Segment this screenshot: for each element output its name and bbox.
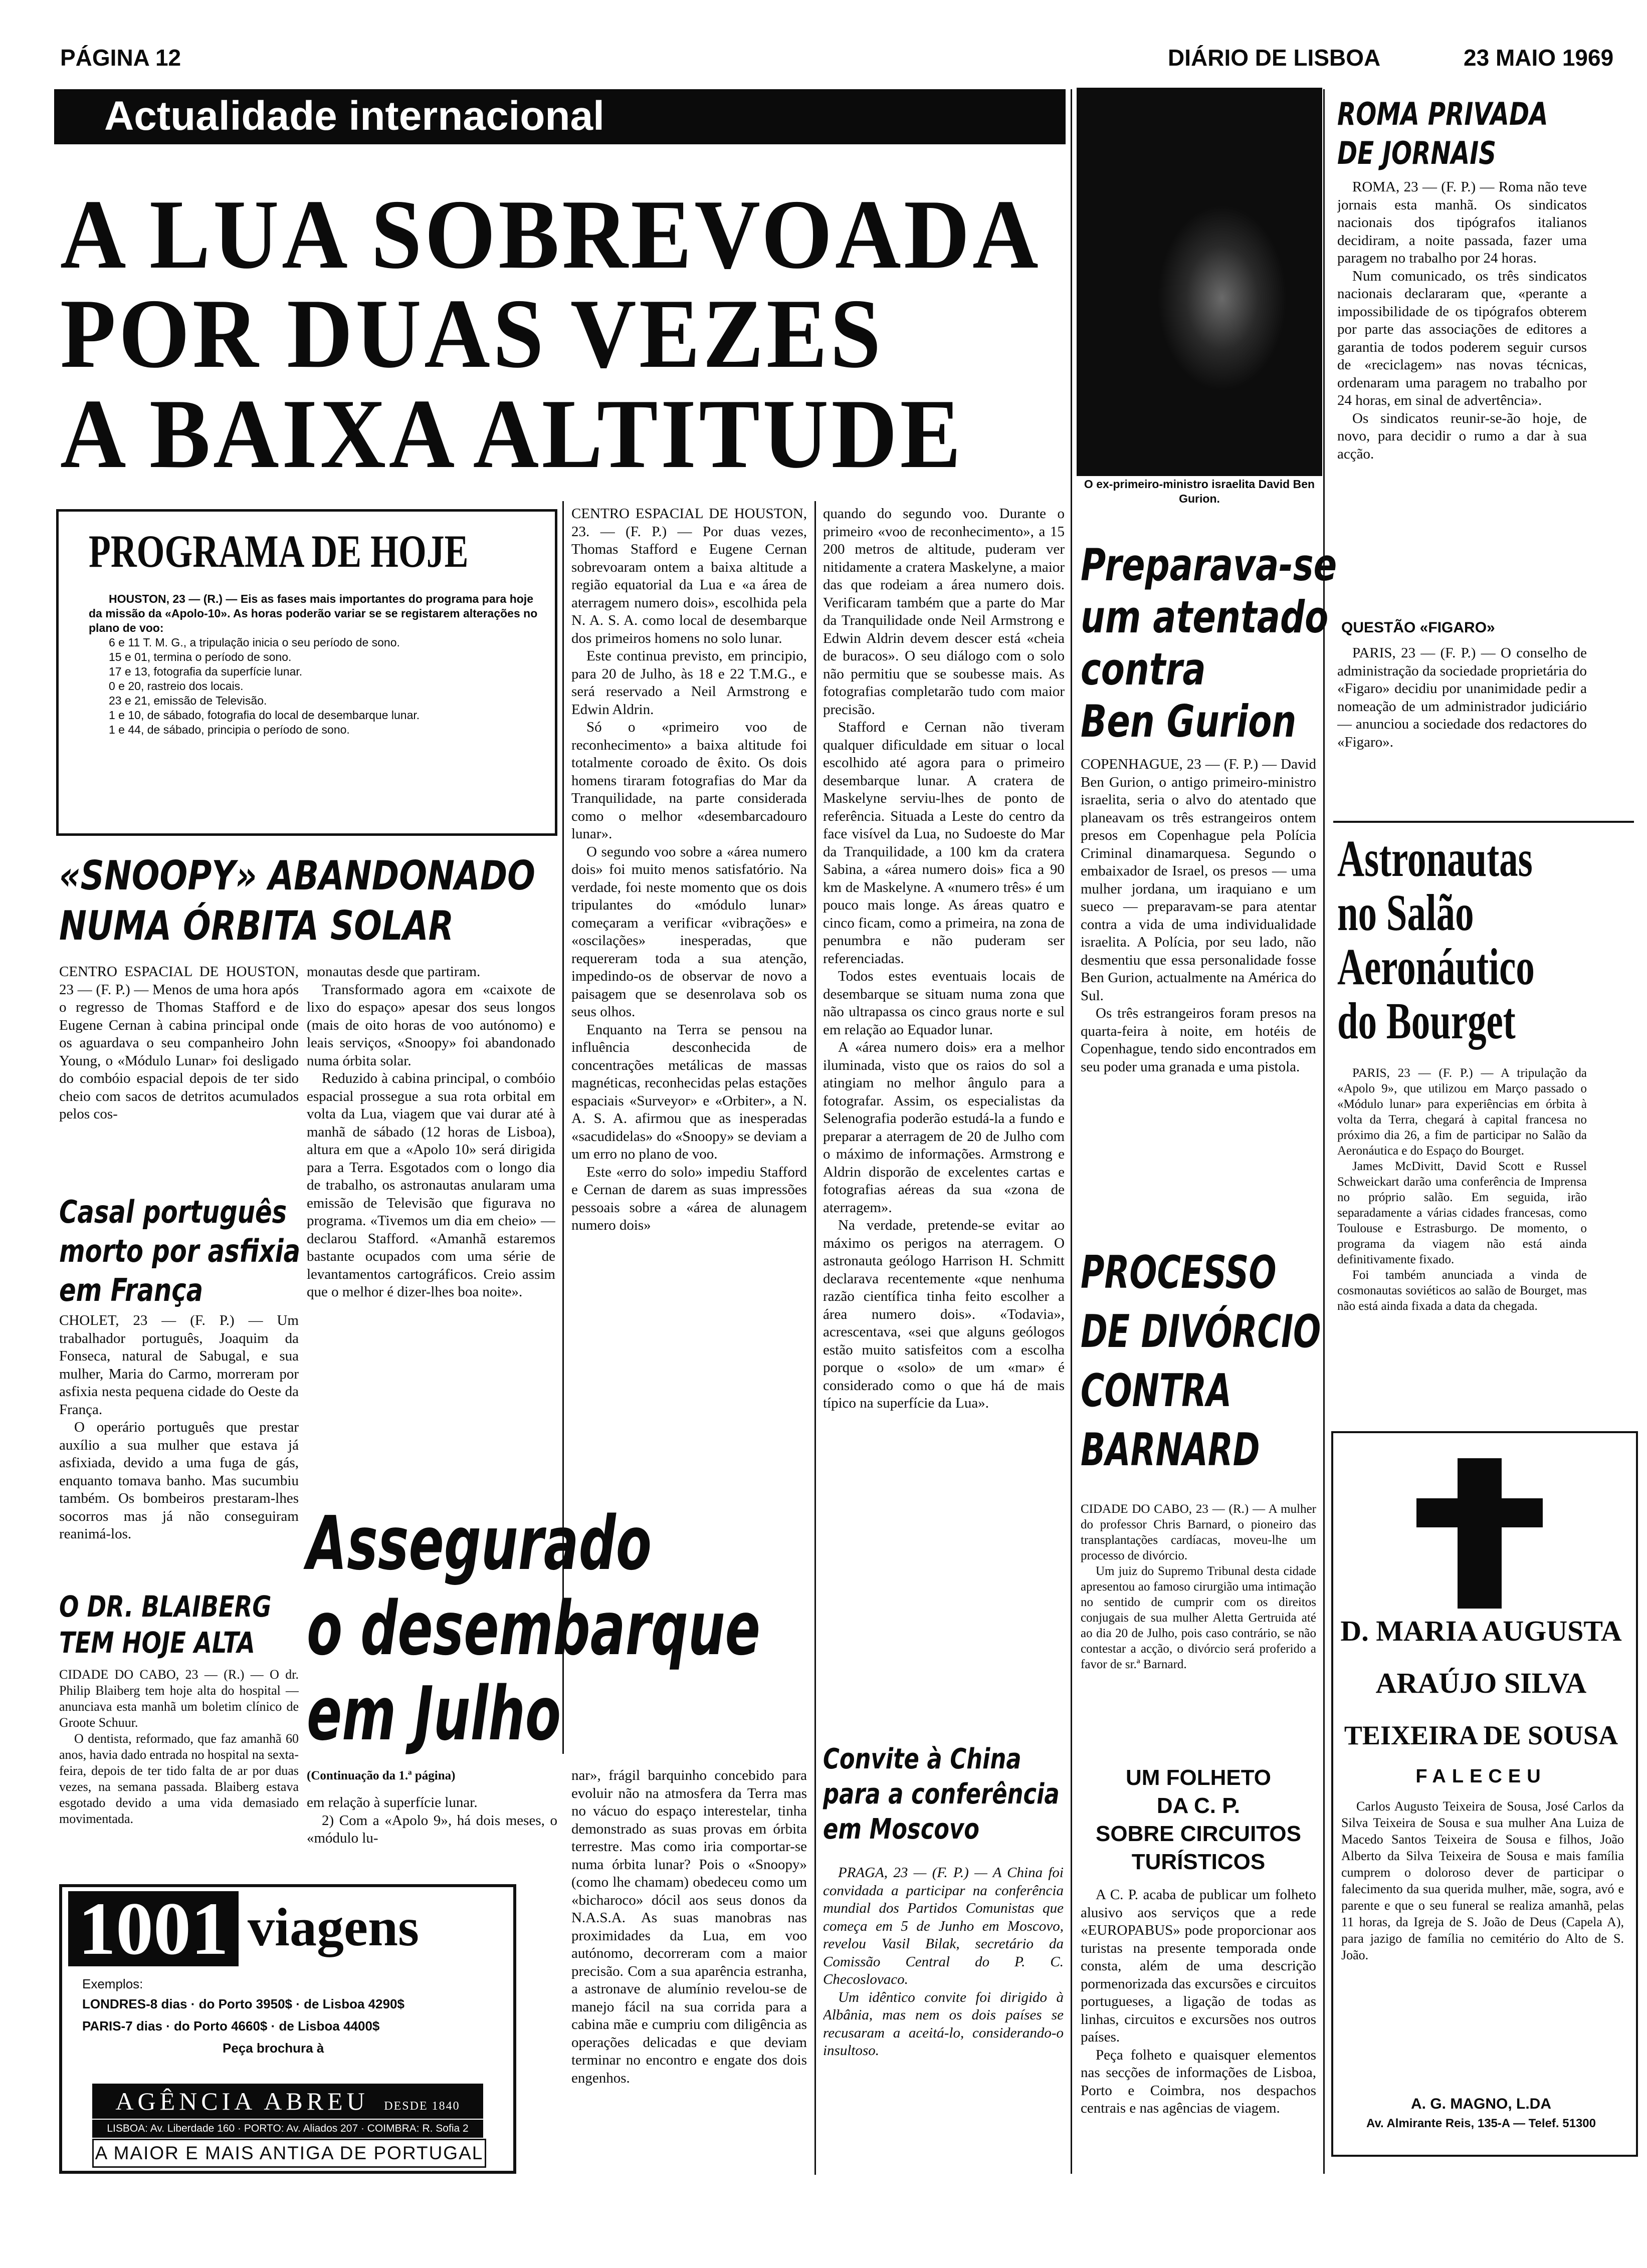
assegurado-para: nar», frágil barquinho concebido para evoluir não na atmosfera da Terra mas no vácuo do espaço interestelar, tinha demonstrado as suas provas em órbita terrestre. Mas como iria comportar-se numa órbita lunar? Pois o «Snoopy» (como lhe chamam) obedeceu como um «bicharoco» dócil aos seus donos da N.A.S.A. As suas manobras nas proximidades da Lua, em voo autónomo, decorreram com a maior precisão. Com a sua aparência estranha, a astronave de alumínio revelou-se de manejo fácil na sua corrida para a cabina mãe e cumpriu com diligência as operações delicadas e que deviam terminar no encontro e engate dos dois engenhos. (571, 1767, 807, 2086)
ad-address: LISBOA: Av. Liberdade 160 · PORTO: Av. Aliados 207 · COIMBRA: R. Sofia 2 (92, 2120, 483, 2138)
ad-line-paris: PARIS-7 dias · do Porto 4660$ · de Lisboa 4400$ (82, 2018, 380, 2033)
ben-gurion-para: Os três estrangeiros foram presos na quarta-feira à noite, em hotéis de Copenhague, tendo sido encontrados em seu poder uma granada e uma pistola. (1081, 1005, 1316, 1075)
casal-para: O operário português que prestar auxílio a sua mulher que estava já asfixiada, devido a uma fuga de gás, enquanto tomava banho. Mas sucumbiu também. Os bombeiros prestaram-lhes socorros mas já não conseguiram reanimá-los. (59, 1419, 299, 1542)
travel-advert (59, 1884, 516, 2174)
obituary-name-line-1: D. MARIA AUGUSTA (1340, 1615, 1622, 1647)
snoopy-headline-line-1: «SNOOPY» ABANDONADO (59, 852, 535, 899)
folheto-body (1081, 1886, 1316, 2177)
ad-agency-bar (92, 2084, 483, 2119)
ad-agency-since: DESDE 1840 (384, 2100, 460, 2113)
figaro-headline: QUESTÃO «FIGARO» (1341, 619, 1495, 636)
blaiberg-body (59, 1667, 299, 1867)
cross-icon-bar (1416, 1498, 1543, 1527)
blaiberg-headline-line-2: TEM HOJE ALTA (59, 1626, 255, 1660)
assegurado-headline-line-3: em Julho (307, 1671, 561, 1757)
funeral-agency-address: Av. Almirante Reis, 135-A — Telef. 51300 (1366, 2117, 1596, 2130)
assegurado-headline-line-2: o desembarque (307, 1585, 760, 1672)
programa-item: 6 e 11 T. M. G., a tripulação inicia o seu período de sono. (109, 636, 400, 649)
section-banner-text: Actualidade internacional (104, 93, 604, 139)
barnard-para: CIDADE DO CABO, 23 — (R.) — A mulher do professor Chris Barnard, o pioneiro das transplantações cardíacas, moveu-lhe um processo de divórcio. (1081, 1502, 1316, 1562)
programa-item: 23 e 21, emissão de Televisão. (109, 694, 267, 707)
roma-headline-line-2: DE JORNAIS (1337, 135, 1497, 171)
obituary-name-line-3: TEIXEIRA DE SOUSA (1344, 1720, 1618, 1750)
astronautas-headline-line-1: Astronautas (1337, 830, 1533, 887)
barnard-headline-line-3: CONTRA (1081, 1365, 1232, 1417)
ben-gurion-headline-line-3: contra (1081, 643, 1206, 695)
blaiberg-headline-line-1: O DR. BLAIBERG (59, 1590, 272, 1624)
ad-examples-label: Exemplos: (82, 1976, 143, 1991)
assegurado-headline-line-1: Assegurado (307, 1500, 652, 1586)
programa-box (56, 509, 557, 836)
assegurado-para: em relação à superfície lunar. (307, 1794, 478, 1810)
china-body (823, 1864, 1064, 2175)
ad-word: viagens (248, 1898, 420, 1957)
programa-item: 1 e 44, de sábado, principia o período de sono. (109, 723, 350, 736)
china-para: PRAGA, 23 — (F. P.) — A China foi convidada a participar na conferência mundial dos Partidos Comunistas que começa em 5 de Junho em Moscovo, revelou Vasil Bilak, secretário da Comissão Central do P. C. Checoslovaco. (823, 1865, 1064, 1987)
column-rule (1071, 89, 1072, 2174)
astronautas-para: Foi também anunciada a vinda de cosmonautas soviéticos ao salão de Bourget, mas não está ainda fixada a data da chegada. (1337, 1268, 1587, 1313)
snoopy-para: Reduzido à cabina principal, o combóio espacial prossegue a sua rota orbital em volta da Lua, viagem que vai durar até à manhã de sábado (12 horas de Lisboa), altura em que a «Apolo 10» será dirigida para a Terra. Esgotados com o longo dia de trabalho, os astronautas anularam uma emissão de Televisão que figurava no programa. «Tivemos um dia em cheio» — declarou Stafford. «Amanhã estaremos bastante ocupados com uma série de levantamentos cartográficos. Creio assim que o melhor é dizer-lhes boa noite». (307, 1070, 555, 1300)
programa-item: 17 e 13, fotografia da superfície lunar. (109, 665, 303, 678)
figaro-para: PARIS, 23 — (F. P.) — O conselho de administração da sociedade proprietária do «Figaro» decidiu por unanimidade pedir a nomeação de um administrador judiciário — anunciou a sociedade dos redactores do «Figaro». (1337, 645, 1587, 750)
main-story-para: Só o «primeiro voo de reconhecimento» a baixa altitude foi totalmente coroado de êxito. Os dois homens tiraram fotografias do Mar da Tranquilidade, na parte considerada como o melhor «desembarcadouro lunar». (571, 719, 807, 842)
obituary-faleceu: FALECEU (1415, 1766, 1547, 1787)
figaro-body (1337, 644, 1587, 815)
snoopy-para: monautas desde que partiram. (307, 964, 481, 980)
ad-line-london: LONDRES-8 dias · do Porto 3950$ · de Lisboa 4290$ (82, 1996, 404, 2011)
folheto-headline-line: TURÍSTICOS (1131, 1850, 1266, 1874)
column-rule (1323, 89, 1325, 2174)
programa-item: 1 e 10, de sábado, fotografia do local de desembarque lunar. (109, 709, 420, 722)
roma-para: Os sindicatos reunir-se-ão hoje, de novo, para decidir o rumo a dar à sua acção. (1337, 410, 1587, 462)
programa-item: 15 e 01, termina o período de sono. (109, 650, 292, 663)
china-headline-line-1: Convite à China (823, 1743, 1021, 1775)
casal-para: CHOLET, 23 — (F. P.) — Um trabalhador português, Joaquim da Fonseca, natural de Sabugal, e sua mulher, Maria do Carmo, morreram por asfixia nesta pequena cidade do Oeste da França. (59, 1312, 299, 1418)
main-story-para: Este continua previsto, em principio, para 20 de Julho, às 18 e 22 T.M.G., e será reservado a Neil Armstrong e Edwin Aldrin. (571, 648, 807, 718)
astronautas-headline-line-3: Aeronáutico (1337, 938, 1535, 996)
china-headline-line-2: para a conferência (823, 1778, 1060, 1810)
folheto-headline-line: DA C. P. (1156, 1793, 1241, 1818)
photo-caption: O ex-primeiro-ministro israelita David Ben Gurion. (1084, 478, 1315, 505)
main-story-para: Este «erro do solo» impediu Stafford e Cernan de darem as suas impressões pessoais sobre a «área de alunagem numero dois» (571, 1164, 807, 1233)
main-story-para: O segundo voo sobre a «área numero dois» foi muito menos satisfatório. Na verdade, foi neste momento que os dois tripulantes do «módulo lunar» começaram a verificar «vibrações» e «oscilações» inesperadas, que requereram toda a sua atenção, impedindo-os de observar de novo a paisagem que se desenrolava sob os seus olhos. (571, 843, 807, 1020)
blaiberg-para: O dentista, reformado, que faz amanhã 60 anos, havia dado entrada no hospital na sexta-feira, depois de ter tido falta de ar por duas vezes, na semana passada. Blaiberg estava esgotado devido a uma vida demasiado movimentada. (59, 1731, 299, 1826)
main-headline-line-3: A BAIXA ALTITUDE (60, 379, 964, 489)
main-story-col-2 (823, 505, 1065, 1743)
programa-body (89, 592, 545, 737)
main-story-para: Stafford e Cernan não tiveram qualquer dificuldade em situar o local escolhido até agora para o primeiro desembarque lunar. A cratera de Maskelyne serviu-lhes de ponto de referência. Situada a Leste do centro da face visível da Lua, no Sudoeste do Mar da Tranquilidade, a 100 km da cratera Sabina, a «área numero dois» fica a 90 km de Maskelyne. A «numero três» é um pouco mais longe. As áreas quatro e cinco ficam, como a primeira, na zona de penumbra e não puderam ser referenciadas. (823, 719, 1065, 967)
programa-title: PROGRAMA DE HOJE (89, 526, 469, 577)
assegurado-col-1 (307, 1794, 557, 1869)
snoopy-col-1 (59, 963, 299, 1190)
main-headline-line-1: A LUA SOBREVOADA (60, 179, 1042, 289)
ad-number: 1001 (68, 1891, 239, 1966)
main-story-para: quando do segundo voo. Durante o primeiro «voo de reconhecimento», a 15 200 metros de altitude, puderam ver nitidamente a cratera Maskelyne, a maior das que rodeiam a área numero dois. Verificaram também que a parte do Mar da Tranquilidade onde Neil Armstrong e Edwin Aldrin devem descer está «cheia de buracos». O seu diálogo com o solo não permitiu que se soubesse mais. As fotografias completarão tudo com maior precisão. (823, 506, 1065, 718)
folheto-headline-line: UM FOLHETO (1125, 1765, 1272, 1790)
ben-gurion-para: COPENHAGUE, 23 — (F. P.) — David Ben Gurion, o antigo primeiro-ministro israelita, seria o alvo do atentado que planeavam os três estrangeiros ontem presos em Copenhague pela Polícia Criminal dinamarquesa. Segundo o embaixador de Israel, os presos — uma mulher jordana, um iraquiano e um sueco — preparavam-se para atentar contra a vida de uma individualidade israelita. A Polícia, por seu lado, não desmentiu que essa personalidade fosse Ben Gurion, actualmente na América do Sul. (1081, 756, 1316, 1004)
programa-item: 0 e 20, rastreio dos locais. (109, 679, 244, 693)
section-divider (1333, 821, 1634, 823)
astronautas-para: James McDivitt, David Scott e Russel Schweickart darão uma conferência de Imprensa no próprio salão. Em seguida, irão separadamente a várias cidades francesas, como Toulouse e Estrasburgo. De momento, o programa da viagem não está ainda definitivamente fixado. (1337, 1160, 1587, 1266)
ben-gurion-photo (1077, 88, 1322, 476)
funeral-agency: A. G. MAGNO, L.DA (1411, 2096, 1551, 2112)
main-headline-line-2: POR DUAS VEZES (60, 279, 884, 388)
ad-agency-name: AGÊNCIA ABREU (115, 2087, 369, 2115)
roma-headline-line-1: ROMA PRIVADA (1337, 96, 1548, 132)
snoopy-headline-line-2: NUMA ÓRBITA SOLAR (59, 902, 454, 949)
roma-para: Num comunicado, os três sindicatos nacionais declararam que, «perante a impossibilidade de os tipógrafos obterem por parte das associações de editores a garantia de todos poderem seguir cursos de «reciclagem» nas novas técnicas, ordenaram uma paragem no trabalho por 24 horas, em sinal de advertência». (1337, 268, 1587, 408)
obituary-name-line-2: ARAÚJO SILVA (1375, 1667, 1587, 1699)
main-story-para: Enquanto na Terra se pensou na influência desconhecida de concentrações metálicas de massas magnéticas, reconhecidas pelas estações espaciais «Surveyor» e «Orbiter», a N. A. S. A. afirmou que as inesperadas «sacudidelas» do «Snoopy» se deviam a um erro no plano de voo. (571, 1021, 807, 1162)
continuation-note: (Continuação da 1.ª página) (307, 1769, 456, 1782)
folheto-para: A C. P. acaba de publicar um folheto alusivo aos serviços que a rede «EUROPABUS» pode proporcionar aos turistas na presente temporada onde consta, além de uma descrição pormenorizada das excursões e circuitos portugueses, a ligação de todas as linhas, circuitos e excursões nos outros países. (1081, 1887, 1316, 2045)
ben-gurion-headline-line-2: um atentado (1081, 591, 1329, 643)
barnard-headline-line-2: DE DIVÓRCIO (1081, 1305, 1321, 1358)
newspaper-name: DIÁRIO DE LISBOA (1168, 45, 1381, 71)
china-para: Um idêntico convite foi dirigido à Albânia, mas nem os dois países se recusaram a aceitá-lo, considerando-o insultoso. (823, 1989, 1064, 2059)
main-story-col-1 (571, 505, 807, 1535)
assegurado-para: 2) Com a «Apolo 9», há dois meses, o «módulo lu- (307, 1812, 557, 1846)
snoopy-para: Transformado agora em «caixote de lixo do espaço» apesar dos seus longos (mais de oito horas de voo autónomo) e leais serviços, «Snoopy» foi abandonado numa órbita solar. (307, 981, 555, 1069)
obituary-para: Carlos Augusto Teixeira de Sousa, José Carlos da Silva Teixeira de Sousa e sua mulher Ana Luiza de Macedo Santos Teixeira de Sousa e filhos, João Alberto da Silva Teixeira de Sousa e mais família cumprem o doloroso dever de participar o falecimento da sua querida mulher, mãe, sogra, avó e parente e que o seu funeral se realiza amanhã, pelas 11 horas, da Igreja de S. João de Deus (Capela A), para jazigo de família no cemitério do Alto de S. João. (1341, 1799, 1624, 1962)
casal-body (59, 1312, 299, 1577)
barnard-body (1081, 1501, 1316, 1772)
main-story-para: A «área numero dois» era a melhor iluminada, visto que os raios do sol a atingiam no melhor ângulo para a fotografar. Assim, os especialistas da Selenografia poderão estudá-la a fundo e preparar a aterragem de 20 de Julho com o máximo de informações. Armstrong e Aldrin disporão de excelentes cartas e fotografias aéreas da sua «zona de aterragem». (823, 1039, 1065, 1216)
astronautas-para: PARIS, 23 — (F. P.) — A tripulação da «Apolo 9», que utilizou em Março passado o «Módulo lunar» para experiências em órbita à volta da Terra, chegará à capital francesa no próximo dia 26, a fim de participar no Salão da Aeronáutica e do Espaço do Bourget. (1337, 1066, 1587, 1158)
astronautas-body (1337, 1065, 1587, 1426)
section-banner (54, 89, 1066, 144)
folheto-headline-line: SOBRE CIRCUITOS (1096, 1822, 1301, 1846)
astronautas-headline-line-2: no Salão (1337, 884, 1474, 942)
snoopy-para: CENTRO ESPACIAL DE HOUSTON, 23 — (F. P.) — Menos de uma hora após o regresso de Thomas Stafford e de Eugene Cernan à cabina principal onde os aguardava o seu companheiro John Young, o «Módulo Lunar» foi desligado do combóio espacial depois de ter sido cheio com sacos de detritos acumulados pelos cos- (59, 964, 299, 1122)
column-rule (814, 501, 816, 2175)
page-number: PÁGINA 12 (60, 45, 181, 71)
assegurado-col-2 (571, 1767, 807, 2168)
main-story-para: Na verdade, pretende-se evitar ao máximo os perigos na aterragem. O astronauta geólogo Harrison H. Schmitt declarava recentemente «que nenhuma razão científica tinha feito escolher a área numero dois». «Todavia», acrescentava, «sei que alguns geólogos estão muito satisfeitos com a escolha porque o «solo» de um «mar» é considerado como o que há de mais típico na superfície da Lua». (823, 1217, 1065, 1411)
barnard-headline-line-1: PROCESSO (1081, 1246, 1277, 1299)
casal-headline-line-3: em França (59, 1272, 203, 1308)
ad-slogan: A MAIOR E MAIS ANTIGA DE PORTUGAL (92, 2139, 486, 2168)
casal-headline-line-2: morto por asfixia (59, 1233, 301, 1269)
programa-intro: HOUSTON, 23 — (R.) — Eis as fases mais importantes do programa para hoje da missão da «Apolo-10». As horas poderão variar se se registarem alterações no plano de voo: (89, 592, 538, 634)
roma-para: ROMA, 23 — (F. P.) — Roma não teve jornais esta manhã. Os sindicatos nacionais dos tipógrafos italianos decidiram, a noite passada, fazer uma paragem no trabalho por 24 horas. (1337, 179, 1587, 266)
folheto-headline (1081, 1764, 1316, 1876)
main-story-para: Todos estes eventuais locais de desembarque se situam numa zona que não ultrapassa os cinco graus norte e sul em relação ao Equador lunar. (823, 968, 1065, 1038)
roma-body (1337, 178, 1587, 611)
astronautas-headline-line-4: do Bourget (1337, 992, 1516, 1050)
cross-icon (1458, 1458, 1502, 1609)
ben-gurion-body (1081, 756, 1316, 1222)
main-story-para: CENTRO ESPACIAL DE HOUSTON, 23. — (F. P.) — Por duas vezes, Thomas Stafford e Eugene Cernan sobrevoaram ontem a baixa altitude a região equatorial da Lua e «a área de aterragem numero dois», escolhida pela N. A. S. A. como local de desembarque dos primeiros homens no solo lunar. (571, 506, 807, 646)
barnard-headline-line-4: BARNARD (1081, 1424, 1260, 1476)
china-headline-line-3: em Moscovo (823, 1813, 980, 1846)
folheto-para: Peça folheto e quaisquer elementos nas secções de informações de Lisboa, Porto e Coimbra, nos despachos centrais e nas agências de viagem. (1081, 2047, 1316, 2116)
obituary-body (1341, 1798, 1624, 2079)
ben-gurion-headline-line-1: Preparava-se (1081, 539, 1337, 591)
ad-line-brochure: Peça brochura à (223, 2040, 324, 2056)
ben-gurion-headline-line-4: Ben Gurion (1081, 696, 1297, 747)
casal-headline-line-1: Casal português (59, 1194, 287, 1230)
blaiberg-para: CIDADE DO CABO, 23 — (R.) — O dr. Philip Blaiberg tem hoje alta do hospital — anunciava esta manhã um boletim clínico de Groote Schuur. (59, 1667, 299, 1730)
issue-date: 23 MAIO 1969 (1464, 45, 1614, 71)
snoopy-col-2 (307, 963, 555, 1484)
barnard-para: Um juiz do Supremo Tribunal desta cidade apresentou ao famoso cirurgião uma intimação no sentido de cumprir com os direitos conjugais de sua mulher Aletta Gertruida até ao dia 20 de Julho, pois caso contrário, se não contestar a acção, o divórcio será proferido a favor de sr.ª Barnard. (1081, 1564, 1316, 1671)
